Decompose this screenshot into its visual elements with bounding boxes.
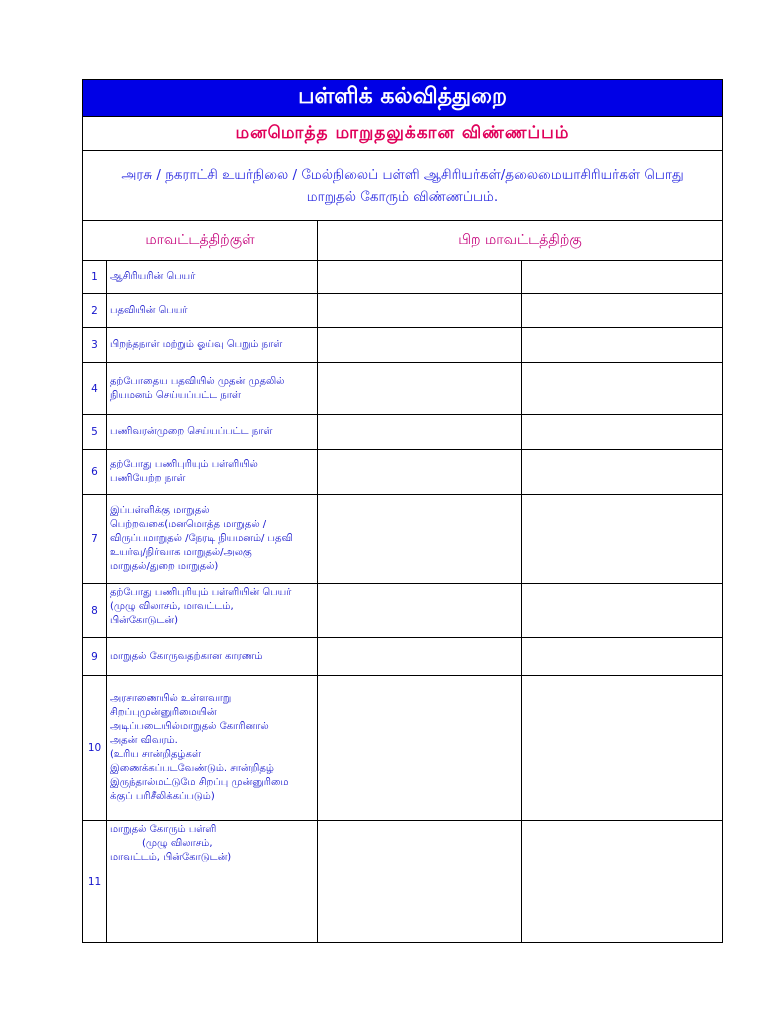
column-within-district: மாவட்டத்திற்குள் [83, 221, 318, 260]
row-label: தற்போது பணிபுரியும் பள்ளியில் பணியேற்ற நாள் [107, 450, 318, 495]
value-cell-other[interactable] [522, 821, 723, 943]
table-row [83, 584, 723, 638]
row-label: ஆசிரியரின் பெயர் [107, 261, 318, 294]
row-label: இப்பள்ளிக்கு மாறுதல் பெற்றவகை(மனமொத்த மாறுதல் / விருப்பமாறுதல் /நேரடி நியமனம்/ பதவி உயர்வு/நிர்வாக மாறுதல்/அலகு மாறுதல்/துறை மாறுதல்) [107, 495, 318, 584]
row-label: தற்போதைய பதவியில் முதன் முதலில் நியமனம் செய்யப்பட்ட நாள் [107, 363, 318, 415]
value-cell-other[interactable] [522, 328, 723, 363]
row-label: அரசாணையில் உள்ளவாறு சிறப்புமுன்னுரிமையின் அடிப்படையில்மாறுதல் கோரினால் அதன் விவரம். (உரிய சான்றிதழ்கள் இணைக்கப்படவேண்டும். சான்றிதழ் இருந்தால்மட்டுமே சிறப்பு முன்னுரிமை க்குப் பரிசீலிக்கப்படும்) [107, 676, 318, 821]
table-row [83, 294, 723, 328]
application-form [82, 79, 723, 943]
row-label: பிறந்தநாள் மற்றும் ஓய்வு பெறும் நாள் [107, 328, 318, 363]
value-cell-within[interactable] [318, 363, 522, 415]
value-cell-within[interactable] [318, 261, 522, 294]
value-cell-within[interactable] [318, 450, 522, 495]
row-label: தற்போது பணிபுரியும் பள்ளியின் பெயர் (முழு விலாசம், மாவட்டம், பின்கோடுடன்) [107, 584, 318, 638]
value-cell-other[interactable] [522, 294, 723, 328]
row-number: 11 [83, 821, 107, 943]
row-number: 2 [83, 294, 107, 328]
row-number: 3 [83, 328, 107, 363]
value-cell-other[interactable] [522, 584, 723, 638]
form-table [82, 260, 723, 943]
value-cell-within[interactable] [318, 294, 522, 328]
form-description: அரசு / நகராட்சி உயர்நிலை / மேல்நிலைப் பள்ளி ஆசிரியர்கள்/தலைமையாசிரியர்கள் பொது மாறுதல் கோரும் விண்ணப்பம். [82, 150, 723, 220]
table-row [83, 450, 723, 495]
row-label: பதவியின் பெயர் [107, 294, 318, 328]
table-row [83, 676, 723, 821]
page-title: பள்ளிக் கல்வித்துறை [82, 79, 723, 116]
row-number: 8 [83, 584, 107, 638]
table-row [83, 638, 723, 676]
table-row [83, 261, 723, 294]
value-cell-within[interactable] [318, 676, 522, 821]
table-row [83, 363, 723, 415]
value-cell-other[interactable] [522, 363, 723, 415]
value-cell-within[interactable] [318, 415, 522, 450]
form-subtitle: மனமொத்த மாறுதலுக்கான விண்ணப்பம் [82, 116, 723, 150]
row-number: 4 [83, 363, 107, 415]
value-cell-within[interactable] [318, 821, 522, 943]
value-cell-other[interactable] [522, 261, 723, 294]
value-cell-other[interactable] [522, 495, 723, 584]
table-row [83, 328, 723, 363]
row-label: மாறுதல் கோருவதற்கான காரணம் [107, 638, 318, 676]
value-cell-within[interactable] [318, 328, 522, 363]
table-row [83, 415, 723, 450]
value-cell-other[interactable] [522, 415, 723, 450]
row-number: 9 [83, 638, 107, 676]
row-number: 5 [83, 415, 107, 450]
value-cell-within[interactable] [318, 495, 522, 584]
row-label: மாறுதல் கோரும் பள்ளி (முழு விலாசம், மாவட்டம், பின்கோடுடன்) [107, 821, 318, 943]
table-row [83, 495, 723, 584]
value-cell-within[interactable] [318, 584, 522, 638]
value-cell-within[interactable] [318, 638, 522, 676]
value-cell-other[interactable] [522, 450, 723, 495]
row-number: 1 [83, 261, 107, 294]
table-row [83, 821, 723, 943]
row-label: பணிவரன்முறை செய்யப்பட்ட நாள் [107, 415, 318, 450]
row-number: 10 [83, 676, 107, 821]
value-cell-other[interactable] [522, 638, 723, 676]
column-other-district: பிற மாவட்டத்திற்கு [458, 231, 582, 248]
row-number: 6 [83, 450, 107, 495]
value-cell-other[interactable] [522, 676, 723, 821]
column-headers [82, 220, 723, 260]
row-number: 7 [83, 495, 107, 584]
